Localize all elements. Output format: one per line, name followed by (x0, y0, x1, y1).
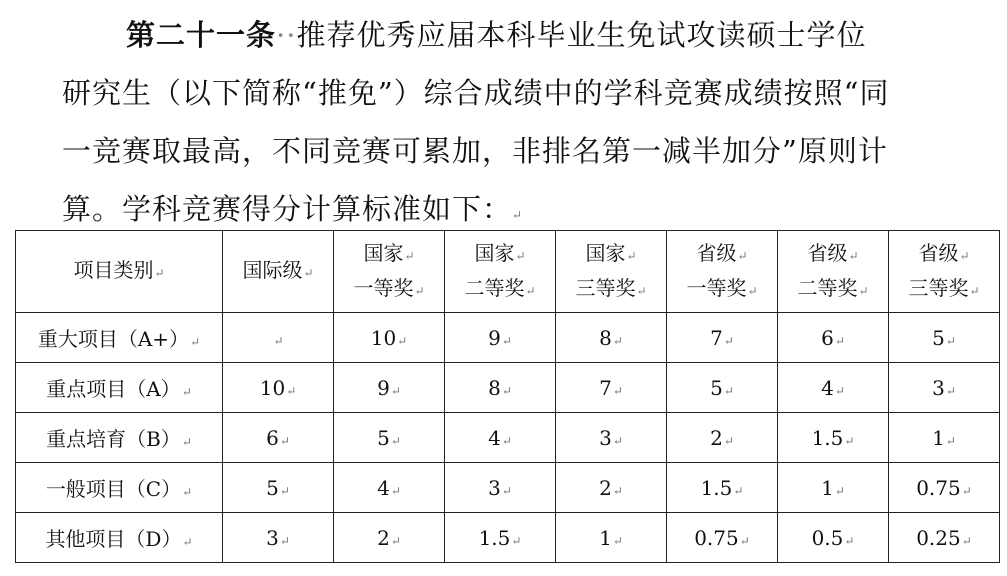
row-category-cell: 一般项目（C）↵ (16, 463, 223, 513)
score-cell: 5↵ (667, 363, 778, 413)
competition-score-table (15, 230, 1000, 563)
line1-text: 推荐优秀应届本科毕业生免试攻读硕士学位 (296, 18, 867, 52)
score-cell: 4↵ (445, 413, 556, 463)
score-cell: 4↵ (334, 463, 445, 513)
score-cell: 1↵ (556, 513, 667, 563)
header-national-third: 国家↵ 三等奖↵ (556, 231, 667, 313)
score-cell: 1.5↵ (445, 513, 556, 563)
score-cell: 4↵ (778, 363, 889, 413)
score-cell: ↵ (223, 313, 334, 363)
row-category-cell: 重大项目（A+）↵ (16, 313, 223, 363)
score-cell: 6↵ (778, 313, 889, 363)
score-cell: 9↵ (334, 363, 445, 413)
header-provincial-second: 省级↵ 二等奖↵ (778, 231, 889, 313)
score-cell: 8↵ (445, 363, 556, 413)
table-row (16, 513, 1000, 563)
header-national-second: 国家↵ 二等奖↵ (445, 231, 556, 313)
score-cell: 3↵ (556, 413, 667, 463)
paragraph-line-3: 一竞赛取最高，不同竞赛可累加，非排名第一减半加分”原则计 (62, 134, 888, 168)
score-cell: 10↵ (334, 313, 445, 363)
score-cell: 6↵ (223, 413, 334, 463)
score-cell: 1↵ (889, 413, 1000, 463)
row-category-cell: 重点培育（B）↵ (16, 413, 223, 463)
table-body (16, 313, 1000, 563)
paragraph-return-mark: ↵ (512, 208, 524, 222)
score-cell: 5↵ (334, 413, 445, 463)
score-cell: 3↵ (445, 463, 556, 513)
score-cell: 3↵ (889, 363, 1000, 413)
header-provincial-third: 省级↵ 三等奖↵ (889, 231, 1000, 313)
score-cell: 0.25↵ (889, 513, 1000, 563)
line4-text: 算。学科竞赛得分计算标准如下： (62, 192, 513, 226)
score-cell: 1↵ (778, 463, 889, 513)
score-cell: 8↵ (556, 313, 667, 363)
score-cell: 10↵ (223, 363, 334, 413)
article-label: 第二十一条 (126, 18, 277, 52)
score-cell: 7↵ (667, 313, 778, 363)
article-paragraph (62, 6, 962, 238)
score-cell: 3↵ (223, 513, 334, 563)
score-cell: 2↵ (334, 513, 445, 563)
paragraph-line-2: 研究生（以下简称“推免”）综合成绩中的学科竞赛成绩按照“同 (62, 76, 890, 110)
score-cell: 9↵ (445, 313, 556, 363)
paragraph-line-1 (62, 6, 962, 64)
score-cell: 2↵ (667, 413, 778, 463)
score-cell: 1.5↵ (778, 413, 889, 463)
table-row (16, 363, 1000, 413)
score-cell: 1.5↵ (667, 463, 778, 513)
score-cell: 2↵ (556, 463, 667, 513)
score-cell: 5↵ (223, 463, 334, 513)
score-cell: 7↵ (556, 363, 667, 413)
score-cell: 0.5↵ (778, 513, 889, 563)
score-cell: 5↵ (889, 313, 1000, 363)
table-header-row (16, 231, 1000, 313)
header-national-first: 国家↵ 一等奖↵ (334, 231, 445, 313)
header-category: 项目类别↵ (16, 231, 223, 313)
table-row (16, 313, 1000, 363)
row-category-cell: 重点项目（A）↵ (16, 363, 223, 413)
row-category-cell: 其他项目（D）↵ (16, 513, 223, 563)
table-row (16, 413, 1000, 463)
table-row (16, 463, 1000, 513)
header-international: 国际级↵ (223, 231, 334, 313)
score-cell: 0.75↵ (667, 513, 778, 563)
header-provincial-first: 省级↵ 一等奖↵ (667, 231, 778, 313)
separator-dots: ·· (276, 18, 297, 52)
score-cell: 0.75↵ (889, 463, 1000, 513)
